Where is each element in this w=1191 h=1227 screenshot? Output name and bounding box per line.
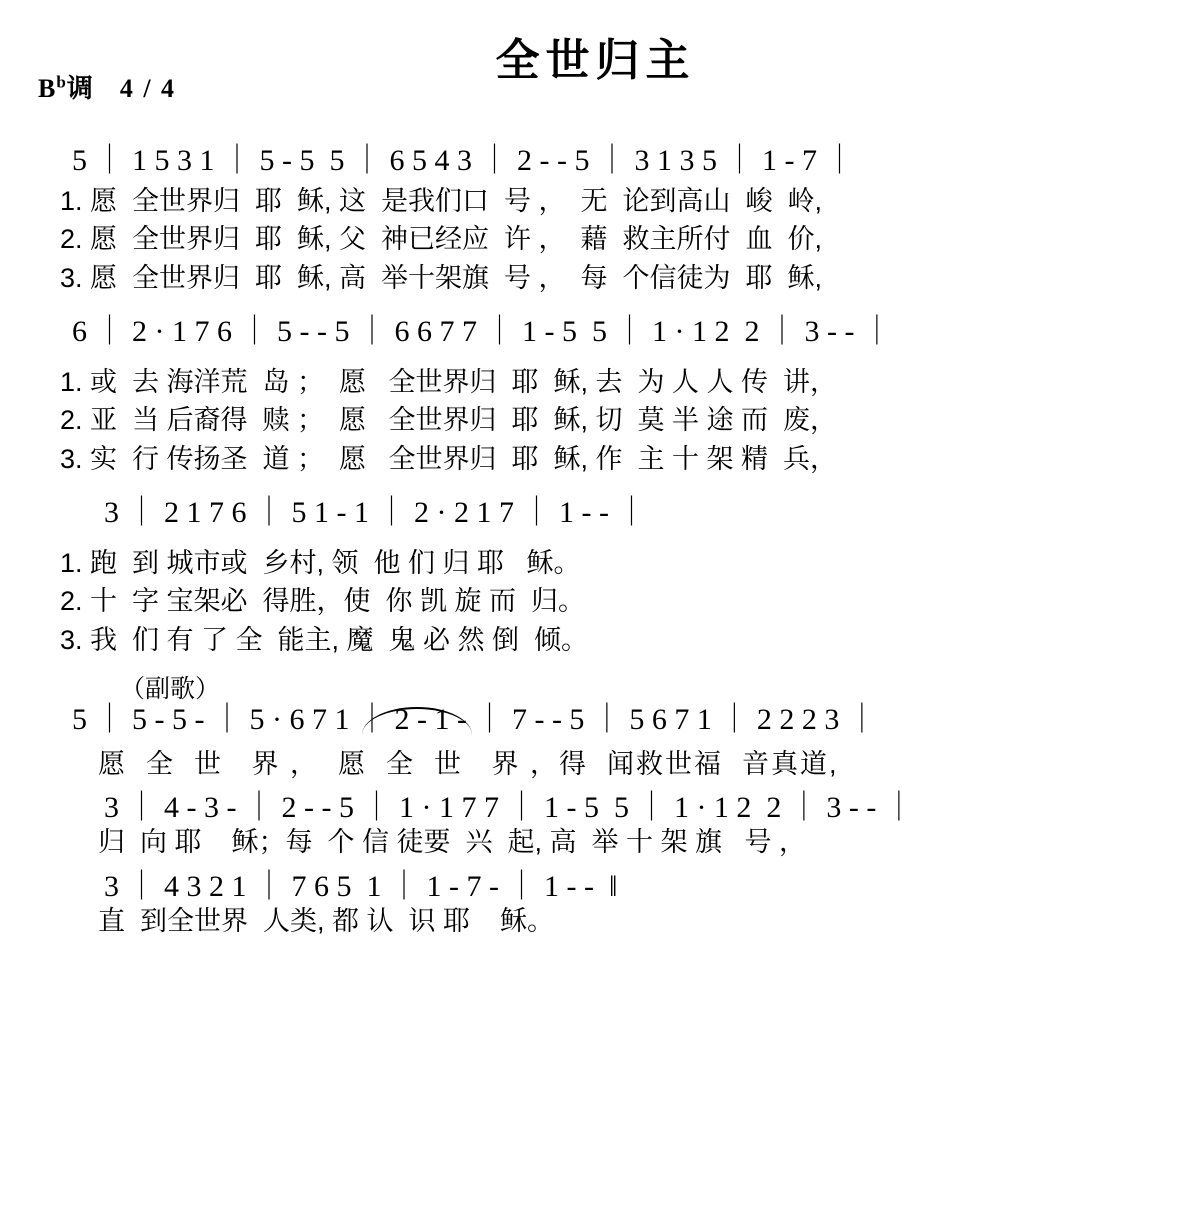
lyric-line: 2. 十 字 宝架必 得胜，使 你 凯 旋 而 归。 [60, 586, 586, 617]
notation-line: 3 ｜ 4 3 2 1 ｜ 7 6 5 1 ｜ 1 - 7 - ｜ 1 - - ‖ [104, 869, 618, 903]
notation-line: 3 ｜ 2 1 7 6 ｜ 5 1 - 1 ｜ 2 · 2 1 7 ｜ 1 - - ｜ [104, 495, 647, 529]
notation-line: 3 ｜ 4 - 3 - ｜ 2 - - 5 ｜ 1 · 1 7 7 ｜ 1 - 5 5 ｜ 1 · 1 2 2 ｜ 3 - - ｜ [104, 791, 914, 825]
time-signature: 4 / 4 [119, 74, 177, 103]
page-title: 全世归主 [495, 36, 696, 85]
lyric-line: 2. 愿 全世界归 耶 稣, 父 神已经应 许 ， 藉 救主所付 血 价, [60, 224, 823, 255]
section-verse-1 [0, 146, 1191, 297]
lyric-line: 3. 愿 全世界归 耶 稣, 高 举十架旗 号 ， 每 个信徒为 耶 稣, [60, 262, 823, 293]
lyric-line: 3. 我 们 有 了 全 能主, 魔 鬼 必 然 倒 倾。 [60, 624, 589, 655]
flat-symbol: b [56, 72, 67, 92]
lyrics-group [40, 363, 1151, 478]
notation-line: 5 ｜ 1 5 3 1 ｜ 5 - 5 5 ｜ 6 5 4 3 ｜ 2 - - 5 ｜ 3 1 3 5 ｜ 1 - 7 ｜ [72, 144, 855, 177]
notation-line: 5 ｜ 5 - 5 - ｜ 5 · 6 7 1 ｜ 2 - 1 - ｜ 7 - - 5 ｜ 5 6 7 1 ｜ 2 2 2 3 ｜ [72, 702, 877, 736]
key-letter: B [38, 74, 57, 103]
key-signature [38, 68, 176, 105]
lyric-line: 2. 亚 当 后裔得 赎 ； 愿 全世界归 耶 稣, 切 莫 半 途 而 废， [60, 405, 838, 436]
lyric-line: 直 到全世界 人类, 都 认 识 耶 稣。 [98, 905, 555, 936]
section-verse-2 [0, 314, 1191, 478]
lyric-line: 1. 愿 全世界归 耶 稣, 这 是我们口 号 ， 无 论到高山 峻 岭, [60, 186, 823, 216]
key-suffix: 调 [66, 74, 94, 103]
lyrics-group [40, 182, 1151, 297]
lyrics-group [40, 544, 1151, 659]
lyric-line: 1. 跑 到 城市或 乡村, 领 他 们 归 耶 稣。 [60, 547, 581, 578]
section-verse-3 [0, 495, 1191, 659]
chorus-label: （副歌） [120, 674, 221, 703]
lyric-line: 1. 或 去 海洋荒 岛 ； 愿 全世界归 耶 稣, 去 为 人 人 传 讲， [60, 366, 838, 397]
section-chorus [0, 669, 1191, 940]
lyric-line: 归 向 耶 稣；每 个 信 徒要 兴 起, 高 举 十 架 旗 号 ， [98, 827, 807, 858]
notation-line: 6 ｜ 2 · 1 7 6 ｜ 5 - - 5 ｜ 6 6 7 7 ｜ 1 - 5 5 ｜ 1 · 1 2 2 ｜ 3 - - ｜ [72, 314, 892, 348]
lyric-line: 3. 实 行 传扬圣 道 ； 愿 全世界归 耶 稣, 作 主 十 架 精 兵， [60, 443, 838, 474]
lyric-line: 愿 全 世 界 ， 愿 全 世 界 ，得 闻救世福 音真道, [98, 748, 839, 779]
